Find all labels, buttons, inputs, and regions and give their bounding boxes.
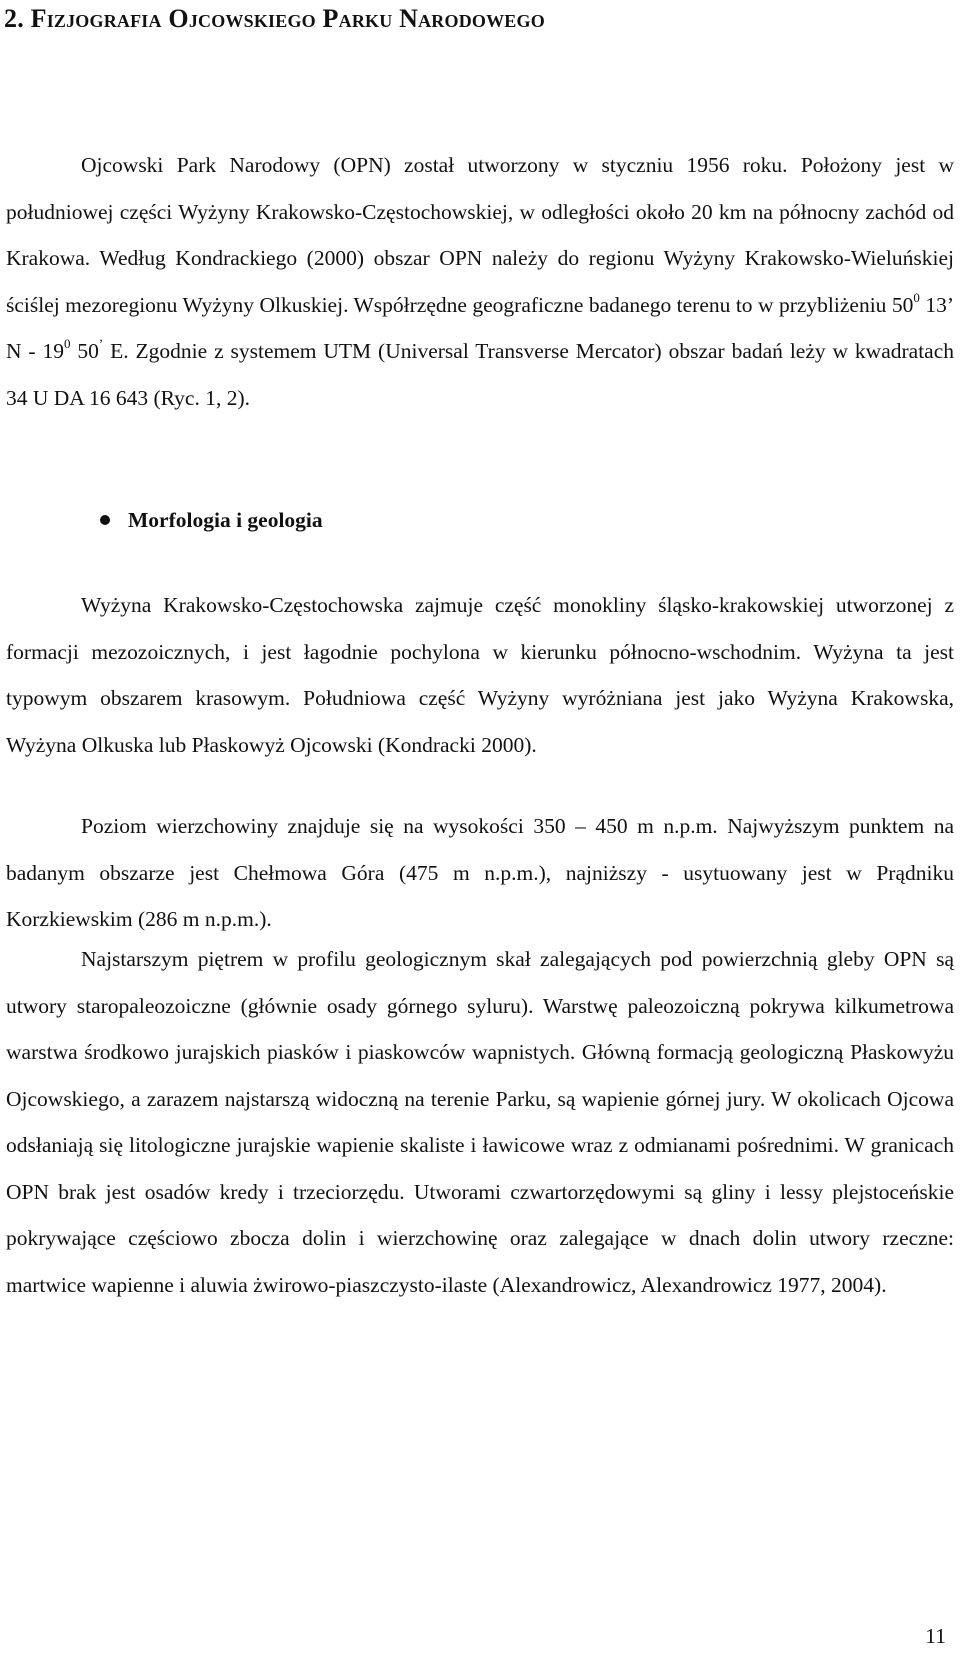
paragraph-3: Najstarszym piętrem w profilu geologicznym skał zalegających pod powierzchnią gleby OPN są utwory staropaleozoiczne (głównie osady górnego syluru). Warstwę paleozoiczną pokrywa kilkumetrowa warstwa środkowo jurajskich piasków i piaskowców wapnistych. Główną formacją geologiczną Płaskowyżu Ojcowskiego, a zarazem najstarszą widoczną na terenie Parku, są wapienie górnej jury. W okolicach Ojcowa odsłaniają się litologiczne jurajskie wapienie skaliste i ławicowe wraz z odmianami pośrednimi. W granicach OPN brak jest osadów kredy i trzeciorzędu. Utworami czwartorzędowymi są gliny i lessy plejstoceńskie pokrywające częściowo zbocza dolin i wierzchowinę oraz zalegające w dnach dolin utwory rzeczne: martwice wapienne i aluwia żwirowo-piaszczysto-ilaste (Alexandrowicz, Alexandrowicz 1977, 2004). (6, 947, 954, 1297)
paragraph-2: Poziom wierzchowiny znajduje się na wysokości 350 – 450 m n.p.m. Najwyższym punktem na badanym obszarze jest Chełmowa Góra (475 m n.p.m.), najniższy - usytuowany jest w Prądniku Korzkiewskim (286 m n.p.m.). (6, 814, 954, 931)
section-bullet (100, 500, 323, 540)
chapter-title: Fizjografia Ojcowskiego Parku Narodowego (30, 4, 545, 33)
intro-text-2: 13’ N - 19 (6, 292, 954, 363)
minute-sup: ’ (98, 336, 104, 351)
degree-sup-1: 0 (913, 289, 920, 305)
intro-paragraph (6, 142, 954, 421)
chapter-heading (4, 4, 545, 34)
intro-text-3: 50 (70, 339, 99, 363)
paragraph-1: Wyżyna Krakowsko-Częstochowska zajmuje część monokliny śląsko-krakowskiej utworzonej z formacji mezozoicznych, i jest łagodnie pochylona w kierunku północno-wschodnim. Wyżyna ta jest typowym obszarem krasowym. Południowa część Wyżyny wyróżniana jest jako Wyżyna Krakowska, Wyżyna Olkuska lub Płaskowyż Ojcowski (Kondracki 2000). (6, 593, 954, 757)
intro-text-1: Ojcowski Park Narodowy (OPN) został utworzony w styczniu 1956 roku. Położony jest w południowej części Wyżyny Krakowsko-Częstochowskiej, w odległości około 20 km na północny zachód od Krakowa. Według Kondrackiego (2000) obszar OPN należy do regionu Wyżyny Krakowsko-Wieluńskiej ściślej mezoregionu Wyżyny Olkuskiej. Współrzędne geograficzne badanego terenu to w przybliżeniu 50 (6, 153, 954, 317)
page-number: 11 (925, 1624, 946, 1648)
chapter-number: 2. (4, 4, 31, 33)
bullet-icon (100, 515, 110, 525)
section-title: Morfologia i geologia (128, 508, 323, 532)
degree-sup-2: 0 (63, 336, 71, 351)
intro-text-4: E. Zgodnie z systemem UTM (Universal Transverse Mercator) obszar badań leży w kwadratach 34 U DA 16 643 (Ryc. 1, 2). (6, 339, 955, 410)
